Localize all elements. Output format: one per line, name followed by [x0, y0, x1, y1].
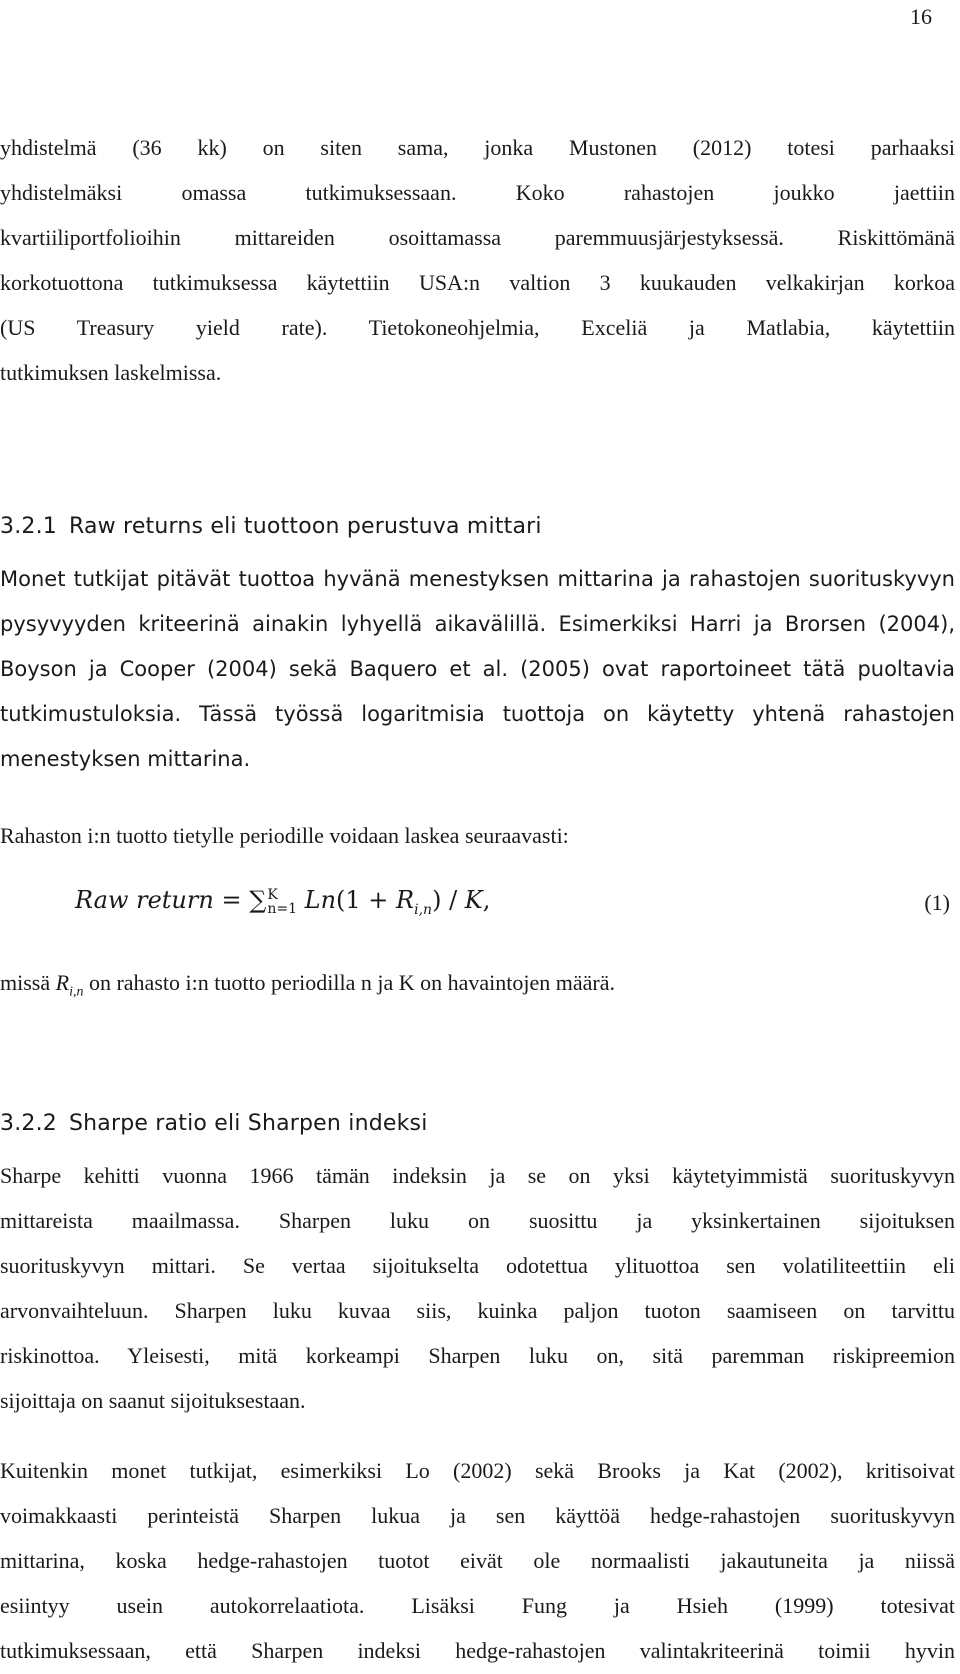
text-line: esiintyy usein autokorrelaatiota. Lisäksi Fung ja Hsieh (1999) totesivat	[0, 1593, 955, 1618]
equation-open: (1 +	[336, 886, 397, 914]
section-number: 3.2.1	[0, 514, 57, 539]
text-line: menestyksen mittarina.	[0, 747, 251, 771]
sum-upper: K	[267, 886, 278, 903]
return-subscript: i,n	[69, 984, 84, 1000]
k-symbol: K	[464, 886, 483, 914]
text-prefix: missä	[0, 970, 56, 995]
section-title: Sharpe ratio eli Sharpen indeksi	[68, 1111, 428, 1136]
return-symbol: R	[396, 886, 415, 914]
paragraph-2	[0, 557, 955, 782]
text-line: Boyson ja Cooper (2004) sekä Baquero et al. (2005) ovat raportoineet tätä puoltavia	[0, 657, 955, 681]
text-line: Monet tutkijat pitävät tuottoa hyvänä menestyksen mittarina ja rahastojen suorituskyvyn	[0, 567, 955, 591]
ln-function: Ln	[304, 886, 337, 914]
equation-number: (1)	[924, 890, 950, 915]
text-line: arvonvaihteluun. Sharpen luku kuvaa siis, kuinka paljon tuoton saamiseen on tarvittu	[0, 1298, 955, 1323]
paragraph-6	[0, 1448, 955, 1673]
equation-close: ) /	[432, 886, 465, 914]
text-line: mittareista maailmassa. Sharpen luku on suosittu ja yksinkertainen sijoituksen	[0, 1208, 955, 1233]
paragraph-3	[0, 813, 955, 858]
text-line: yhdistelmä (36 kk) on siten sama, jonka Mustonen (2012) totesi parhaaksi	[0, 135, 955, 160]
page-number: 16	[910, 4, 932, 29]
section-number: 3.2.2	[0, 1111, 57, 1136]
section-title: Raw returns eli tuottoon perustuva mittari	[68, 514, 542, 539]
text-line: Sharpe kehitti vuonna 1966 tämän indeksin ja se on yksi käytetyimmistä suorituskyvyn	[0, 1163, 955, 1188]
paragraph-4	[0, 960, 955, 1014]
text-line: voimakkaasti perinteistä Sharpen lukua ja sen käyttöä hedge-rahastojen suorituskyvyn	[0, 1503, 955, 1528]
equation-lhs: Raw return	[75, 886, 214, 914]
text-line: sijoittaja on saanut sijoituksestaan.	[0, 1388, 306, 1413]
return-symbol: R	[55, 970, 70, 995]
equation-equals: =	[221, 886, 242, 914]
text-suffix: on rahasto i:n tuotto periodilla n ja K on havaintojen määrä.	[83, 970, 615, 995]
text-line: mittarina, koska hedge-rahastojen tuotot eivät ole normaalisti jakautuneita ja niissä	[0, 1548, 955, 1573]
paragraph-1	[0, 125, 955, 395]
text-line: suorituskyvyn mittari. Se vertaa sijoitukselta odotettua ylituottoa sen volatiliteettiin eli	[0, 1253, 955, 1278]
text-line: tutkimustuloksia. Tässä työssä logaritmisia tuottoja on käytetty yhtenä rahastojen	[0, 702, 955, 726]
text-line: Kuitenkin monet tutkijat, esimerkiksi Lo (2002) sekä Brooks ja Kat (2002), kritisoivat	[0, 1458, 955, 1483]
text-line: korkotuottona tutkimuksessa käytettiin USA:n valtion 3 kuukauden velkakirjan korkoa	[0, 270, 955, 295]
equation-raw-return	[75, 886, 490, 918]
text-line: pysyvyyden kriteerinä ainakin lyhyellä aikavälillä. Esimerkiksi Harri ja Brorsen (2004),	[0, 612, 955, 636]
sum-lower: n=1	[267, 900, 297, 917]
sum-symbol: ∑	[249, 886, 267, 914]
text-line: Rahaston i:n tuotto tietylle periodille voidaan laskea seuraavasti:	[0, 823, 569, 848]
section-heading-3-2-2	[0, 1111, 428, 1136]
text-line: yhdistelmäksi omassa tutkimuksessaan. Koko rahastojen joukko jaettiin	[0, 180, 955, 205]
section-heading-3-2-1	[0, 514, 542, 539]
text-line: riskinottoa. Yleisesti, mitä korkeampi Sharpen luku on, sitä paremman riskipreemion	[0, 1343, 955, 1368]
text-line: kvartiiliportfolioihin mittareiden osoittamassa paremmuusjärjestyksessä. Riskittömänä	[0, 225, 955, 250]
text-line: tutkimuksessaan, että Sharpen indeksi hedge-rahastojen valintakriteerinä toimii hyvin	[0, 1638, 955, 1663]
paragraph-5	[0, 1153, 955, 1423]
text-line: (US Treasury yield rate). Tietokoneohjelmia, Exceliä ja Matlabia, käytettiin	[0, 315, 955, 340]
return-subscript: i,n	[414, 901, 433, 918]
text-line: tutkimuksen laskelmissa.	[0, 360, 222, 385]
equation-comma: ,	[482, 886, 491, 914]
